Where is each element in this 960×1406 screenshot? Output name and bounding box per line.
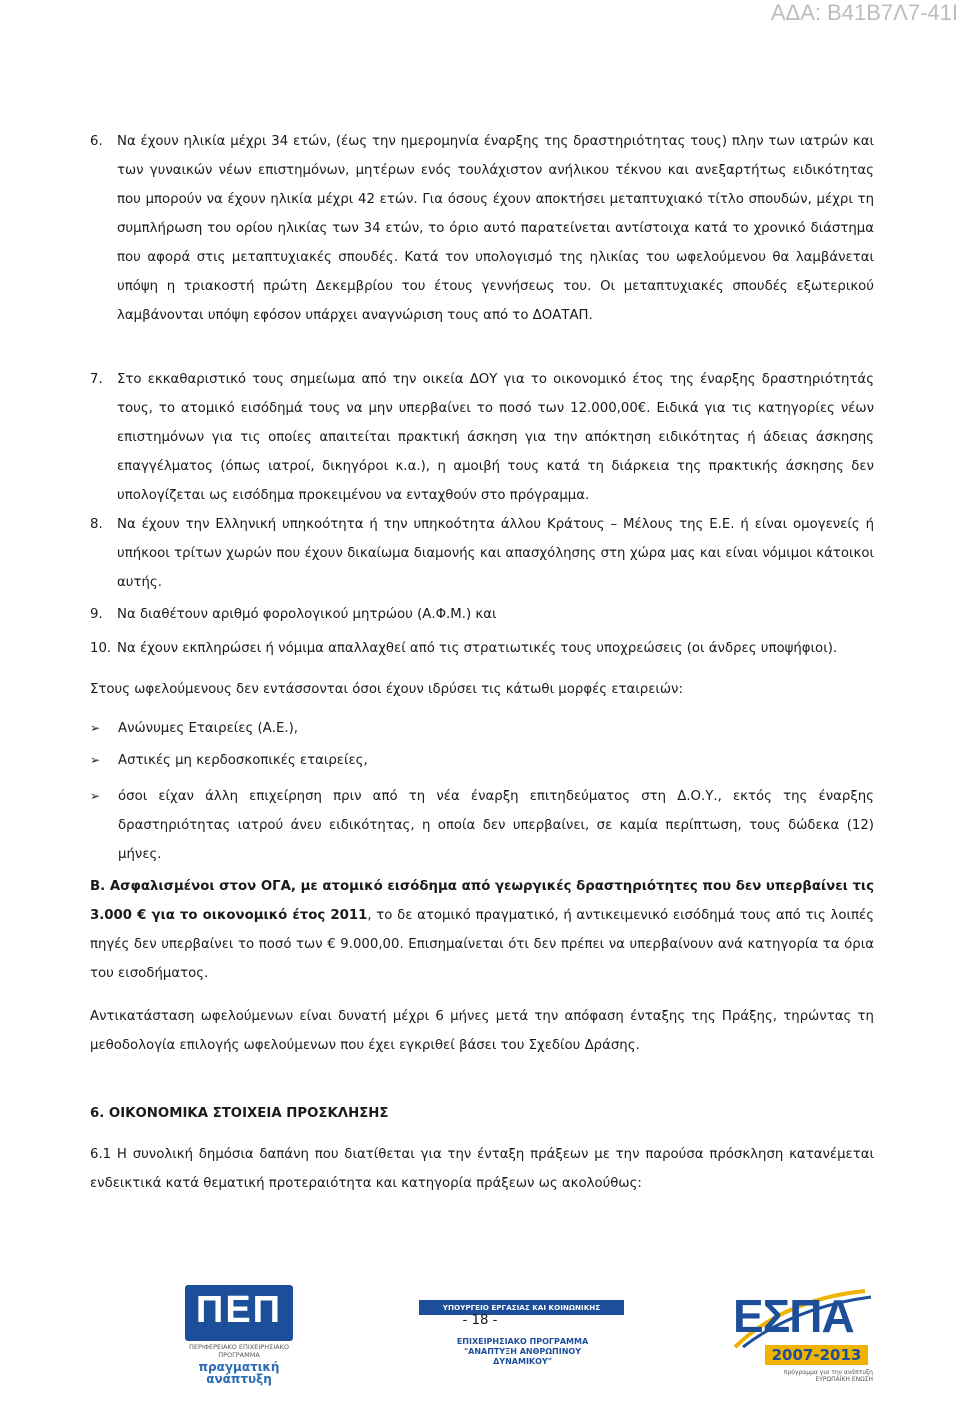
item-text: Να έχουν εκπληρώσει ή νόμιμα απαλλαχθεί από τις στρατιωτικές τους υποχρεώσεις (οι άνδρες υποψήφιοι). xyxy=(117,641,838,656)
pep-logo-slogan: πραγματική ανάπτυξη xyxy=(198,1360,280,1386)
programme-name xyxy=(440,1337,605,1367)
pep-logo-text: ΠΕΠ xyxy=(195,1289,283,1331)
item-text: Να διαθέτουν αριθμό φορολογικού μητρώου (Α.Φ.Μ.) και xyxy=(117,607,497,622)
ministry-banner: ΥΠΟΥΡΓΕΙΟ ΕΡΓΑΣΙΑΣ ΚΑΙ ΚΟΙΝΩΝΙΚΗΣ ΑΣΦΑΛΙΣΗΣ xyxy=(419,1300,624,1315)
item-number: 7. xyxy=(90,372,103,387)
list-item-6 xyxy=(90,127,874,330)
item-number: 6. xyxy=(90,134,103,149)
espa-years: 2007-2013 xyxy=(765,1345,868,1365)
bullet-text: Αστικές μη κερδοσκοπικές εταιρείες, xyxy=(118,753,368,768)
bullet-item xyxy=(90,714,874,743)
arrow-bullet-icon: ➢ xyxy=(90,789,101,803)
ada-code: ΑΔΑ: Β41Β7Λ7-41Ι xyxy=(770,0,958,25)
list-item-9 xyxy=(90,600,874,629)
item-text: Να έχουν ηλικία μέχρι 34 ετών, (έως την ημερομηνία έναρξης της δραστηριότητας τους) πλην των ιατρών και των γυναικών νέων επιστημόνων, μητέρων ενός τουλάχιστον ανήλικου τέκνου και ανεξαρτήτως ειδικότητας που μπορούν να έχουν ηλικία μέχρι 42 ετών. Για όσους έχουν αποκτήσει μεταπτυχιακό τίτλο σπουδών, μέχρι τη συμπλήρωση του ορίου ηλικίας των 34 ετών, το όριο αυτό παρατείνεται αντίστοιχα κατά το χρονικό διάστημα που αφορά στις μεταπτυχιακές σπουδές. Κατά τον υπολογισμό της ηλικίας του ωφελούμενου θα λαμβάνεται υπόψη η τριακοστή πρώτη Δεκεμβρίου του έτους γεννήσεως του. Οι μεταπτυχιακές σπουδές εξωτερικού λαμβάνονται υπόψη εφόσον υπάρχει αναγνώριση τους από το ΔΟΑΤΑΠ. xyxy=(117,134,874,323)
pep-logo xyxy=(185,1285,293,1385)
item-number: 10. xyxy=(90,641,112,656)
espa-logo-text: ΕΣΠΑ xyxy=(733,1290,854,1342)
section-6-heading: 6. ΟΙΚΟΝΟΜΙΚΑ ΣΤΟΙΧΕΙΑ ΠΡΟΣΚΛΗΣΗΣ xyxy=(90,1106,389,1121)
espa-tagline: πρόγραμμα για την ανάπτυξη ΕΥΡΩΠΑΪΚΗ ΕΝΩΣΗ xyxy=(783,1369,873,1383)
espa-logo xyxy=(725,1289,875,1399)
bullet-item xyxy=(90,746,874,775)
section-b-text: , το δε ατομικό πραγματικό, ή αντικειμενικό εισόδημά τους από τις λοιπές πηγές δεν υπερβαίνει το ποσό των € 9.000,00. Επισημαίνεται ότι δεν πρέπει να υπερβαίνουν ανά κατηγορία τα όρια του εισοδήματος. xyxy=(90,908,874,981)
list-item-8 xyxy=(90,510,874,597)
section-b-paragraph xyxy=(90,872,874,988)
bullet-item xyxy=(90,782,874,869)
section-b-heading: Β. Ασφαλισμένοι στον ΟΓΑ, με ατομικό εισόδημα από γεωργικές δραστηριότητες που δεν υπερβαίνει τις 3.000 € για το οικονομικό έτος 2011 xyxy=(90,879,874,923)
bullet-text: όσοι είχαν άλλη επιχείρηση πριν από τη νέα έναρξη επιτηδεύματος στη Δ.Ο.Υ., εκτός της έναρξης δραστηριότητας ιατρού άνευ ειδικότητας, η οποία δεν υπερβαίνει, σε καμία περίπτωση, τους δώδεκα (12) μήνες. xyxy=(118,789,874,862)
exclusion-intro: Στους ωφελούμενους δεν εντάσσονται όσοι έχουν ιδρύσει τις κάτωθι μορφές εταιρειών: xyxy=(90,682,683,697)
page-footer xyxy=(0,1275,960,1406)
programme-line-1: ΕΠΙΧΕΙΡΗΣΙΑΚΟ ΠΡΟΓΡΑΜΜΑ xyxy=(456,1337,589,1346)
replacement-paragraph: Αντικατάσταση ωφελούμενων είναι δυνατή μέχρι 6 μήνες μετά την απόφαση ένταξης της Πράξης, τηρώντας τη μεθοδολογία επιλογής ωφελούμενων που έχει εγκριθεί βάσει του Σχεδίου Δράσης. xyxy=(90,1009,874,1053)
section-6-1-paragraph: 6.1 Η συνολική δημόσια δαπάνη που διατίθεται για την ένταξη πράξεων με την παρούσα πρόσκληση κατανέμεται ενδεικτικά κατά θεματική προτεραιότητα και κατηγορία πράξεων ως ακολούθως: xyxy=(90,1147,874,1191)
programme-line-2: "ΑΝΑΠΤΥΞΗ ΑΝΘΡΩΠΙΝΟΥ ΔΥΝΑΜΙΚΟΥ" xyxy=(463,1347,582,1366)
item-text: Στο εκκαθαριστικό τους σημείωμα από την οικεία ΔΟΥ για το οικονομικό έτος της έναρξης δραστηριότητάς τους, το ατομικό εισόδημά τους να μην υπερβαίνει το ποσό των 12.000,00€. Ειδικά για τις κατηγορίες νέων επιστημόνων για τις οποίες απαιτείται πρακτική άσκηση για την απόκτηση ειδικότητας ή άδειας άσκησης επαγγέλματος (όπως ιατροί, δικηγόροι κ.α.), η αμοιβή τους κατά τη διάρκεια της πρακτικής άσκησης δεν υπολογίζεται ως εισόδημα προκειμένου να ενταχθούν στο πρόγραμμα. xyxy=(117,372,874,503)
arrow-bullet-icon: ➢ xyxy=(90,753,101,767)
page-number: - 18 - xyxy=(462,1313,498,1328)
list-item-10 xyxy=(90,634,874,663)
bullet-text: Ανώνυμες Εταιρείες (Α.Ε.), xyxy=(118,721,299,736)
arrow-bullet-icon: ➢ xyxy=(90,721,101,735)
item-number: 8. xyxy=(90,517,103,532)
item-text: Να έχουν την Ελληνική υπηκοότητα ή την υπηκοότητα άλλου Κράτους – Μέλους της Ε.Ε. ή είναι ομογενείς ή υπήκοοι τρίτων χωρών που έχουν δικαίωμα διαμονής και απασχόλησης στη χώρα μας και είναι νόμιμοι κάτοικοι αυτής. xyxy=(117,517,874,590)
pep-logo-caption: ΠΕΡΙΦΕΡΕΙΑΚΟ ΕΠΙΧΕΙΡΗΣΙΑΚΟ ΠΡΟΓΡΑΜΜΑ xyxy=(189,1343,289,1359)
item-number: 9. xyxy=(90,607,103,622)
list-item-7 xyxy=(90,365,874,510)
